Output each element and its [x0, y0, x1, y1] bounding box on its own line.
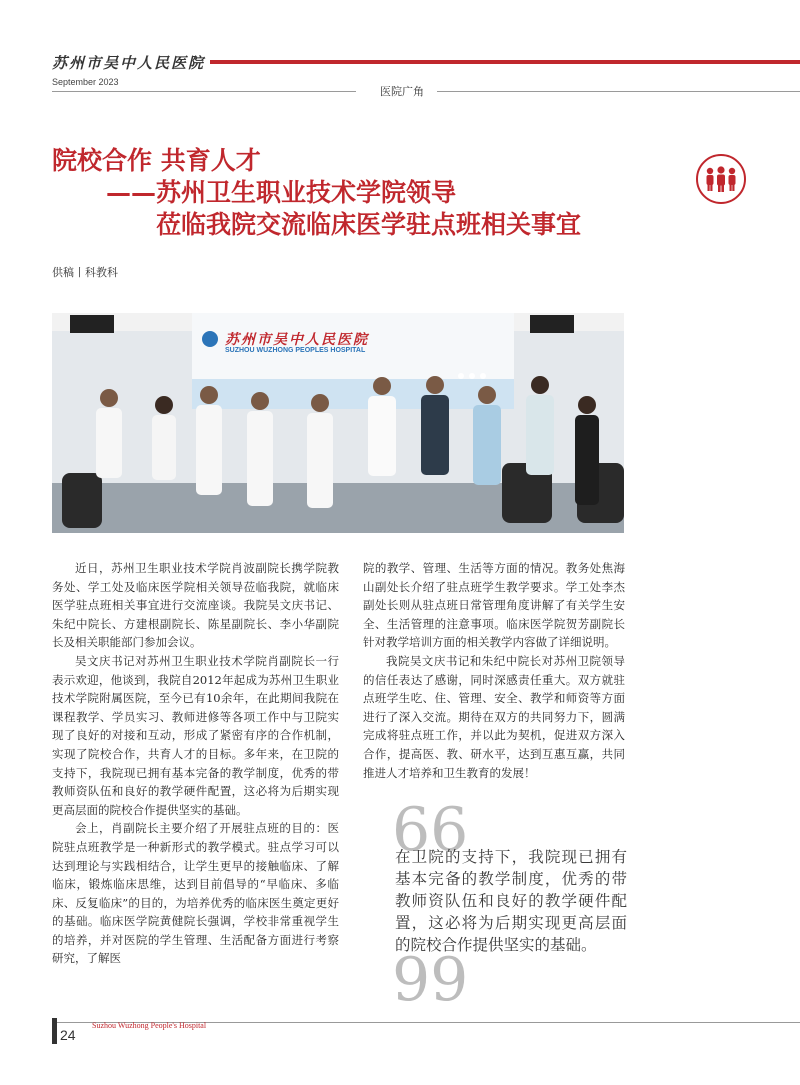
paragraph: 近日，苏州卫生职业技术学院肖波副院长携学院教务处、学工处及临床医学院相关领导莅临我院，就临床医学驻点班相关事宜进行交流座谈。我院吴文庆书记、朱纪中院长、方建根副院长、陈星副院长、李小华副院长及相关职能部门参加会议。: [52, 561, 339, 650]
article-title: [52, 145, 692, 241]
header-red-bar: [210, 60, 800, 64]
photo-banner-cn: 苏州市吴中人民医院: [225, 332, 369, 348]
title-line-3: 莅临我院交流临床医学驻点班相关事宜: [156, 210, 582, 239]
group-photo: [52, 313, 624, 533]
paragraph: 会上，肖副院长主要介绍了开展驻点班的目的：医院驻点班教学是一种新形式的教学模式。驻点学习可以达到理论与实践相结合，让学生更早的接触临床、了解临床，锻炼临床思维，达到目前倡导的“早临床、多临床、反复临床”的目的，为培养优秀的临床医生奠定更好的基础。临床医学院黄健院长强调，学校非常重视学生的培养，并对医院的学生管理、生活配备方面进行考察研究，了解医: [52, 821, 339, 966]
column-right: [363, 559, 625, 782]
pull-quote: 在卫院的支持下，我院现已拥有基本完备的教学制度，优秀的带教师资队伍和良好的教学硬件配置，这必将为后期实现更高层面的院校合作提供坚实的基础。: [395, 848, 627, 954]
paragraph-continued: 院的教学、管理、生活等方面的情况。教务处焦海山副处长介绍了驻点班学生教学要求。学工处李杰副处长则从驻点班日常管理角度讲解了有关学生安全、生活管理的注意事项。临床医学院贺芳副院长针对教学培训方面的相关教学内容做了详细说明。: [363, 561, 625, 650]
footer-marker: [52, 1018, 57, 1044]
section-label: 医院广角: [380, 85, 424, 98]
title-line-2: ——苏州卫生职业技术学院领导: [106, 178, 457, 207]
paragraph: 我院吴文庆书记和朱纪中院长对苏州卫院领导的信任表达了感谢，同时深感责任重大。双方就驻点班学生吃、住、管理、安全、教学和师资等方面进行了深入交流。期待在双方的共同努力下，圆满完成将驻点班工作，并以此为契机，促进双方深入合作，提高医、教、研水平，达到互惠互赢，共同推进人才培养和卫生教育的发展！: [363, 653, 625, 780]
title-line-1: 院校合作 共育人才: [52, 146, 261, 175]
quote-close-mark: 99: [392, 945, 469, 1015]
header-divider-left: [52, 91, 356, 92]
masthead: 苏州市吴中人民医院: [52, 54, 206, 72]
photo-banner-en: SUZHOU WUZHONG PEOPLES HOSPITAL: [225, 347, 366, 354]
page-number: 24: [60, 1027, 76, 1043]
footer-publication-title: Suzhou Wuzhong People's Hospital: [92, 1021, 207, 1030]
quote-open-mark: 66: [392, 795, 469, 865]
issue-date: September 2023: [52, 77, 119, 87]
byline: 供稿丨科教科: [52, 266, 118, 279]
column-left: [52, 559, 339, 968]
header-divider-right: [437, 91, 800, 92]
paragraph: 吴文庆书记对苏州卫生职业技术学院肖副院长一行表示欢迎，他谈到，我院自2012年起成为苏州卫生职业技术学院附属医院，至今已有10余年，在此期间我院在课程教学、学员实习、教师进修等各项工作中与卫院实现了良好的对接和互动，形成了紧密有序的合作机制，实现了院校合作，共育人才的目标。多年来，在卫院的支持下，我院现已拥有基本完备的教学制度，优秀的带教师资队伍和良好的教学硬件配置，这必将为后期实现更高层面的院校合作提供坚实的基础。: [52, 653, 339, 817]
people-group-icon: [696, 154, 746, 204]
